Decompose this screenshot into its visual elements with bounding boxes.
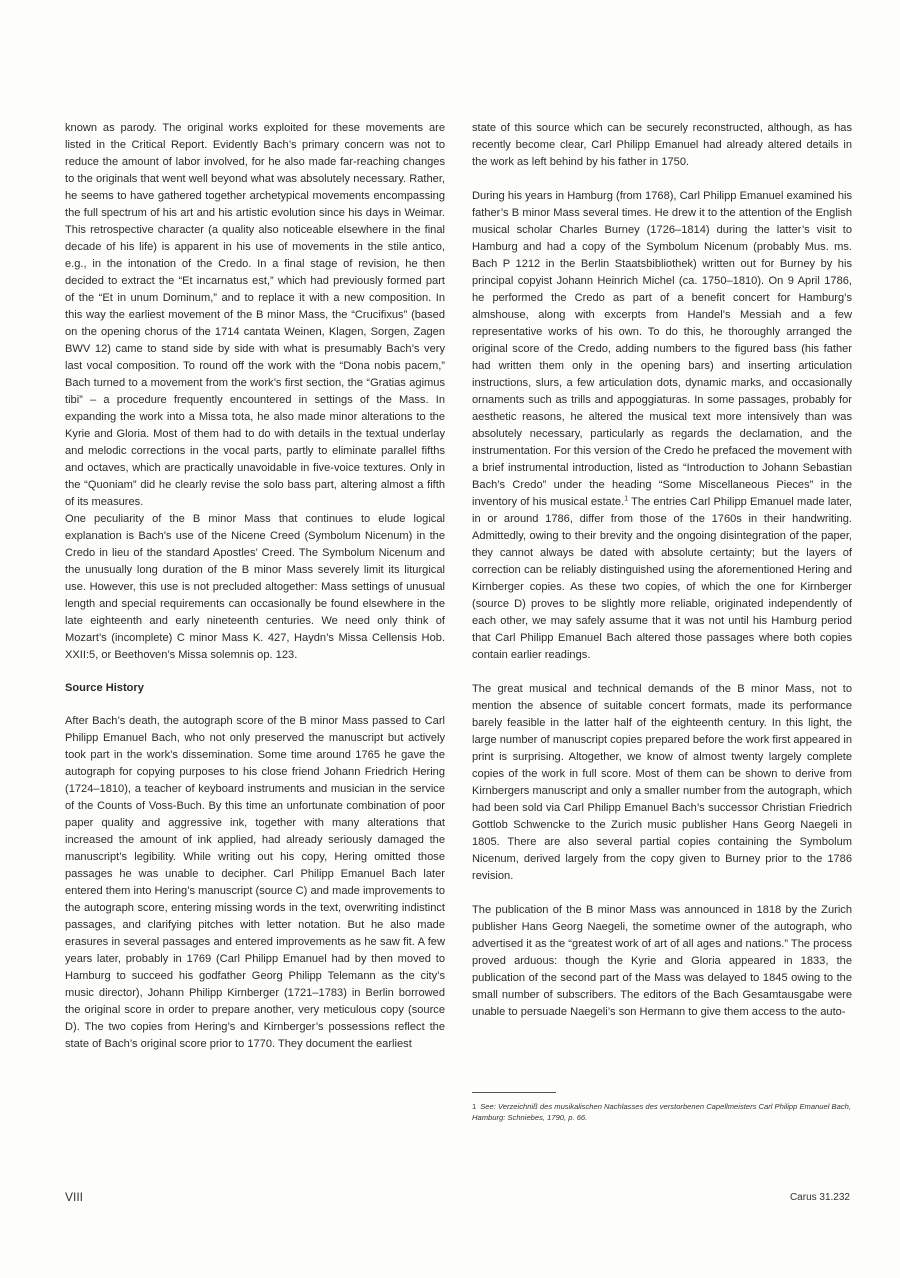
- catalog-number: Carus 31.232: [789, 1192, 850, 1203]
- paragraph-hamburg-years-part1: During his years in Hamburg (from 1768), Carl Philipp Emanuel examined his father’s B minor Mass several times. He drew it to the attention of the English musical scholar Charles Burney (1726–1814) during the latter’s visit to Hamburg and had a copy of the Symbolum Nicenum (probably Mus. ms. Bach P 1212 in the Berlin Staatsbibliothek) written out for Burney by his principal copyist Johann Heinrich Michel (ca. 1750–1810). On 9 April 1786, he performed the Credo as part of a benefit concert for Hamburg’s almshouse, along with excerpts from Handel’s Messiah and a few representative works of his own. To do this, he thoroughly arranged the original score of the Credo, adding numbers to the figured bass (his father had written them only in the opening bars) and inserting articulation instructions, slurs, a few articulation dots, dynamic marks, and occasionally ornaments such as trills and appoggiaturas. In some passages, probably for aesthetic reasons, he altered the musical text more intensively than was absolutely necessary, particularly as regards the declamation, and the instrumentation. For this version of the Credo he prefaced the movement with a brief instrumental introduction, listed as “Introduction to Johann Sebastian Bach’s Credo” under the heading “Some Miscellaneous Pieces” in the inventory of his musical estate.: [472, 190, 852, 508]
- paragraph-nicene-creed: One peculiarity of the B minor Mass that continues to elude logical explanation is Bach’s use of the Nicene Creed (Symbolum Nicenum) in the Credo in lieu of the standard Apostles’ Creed. The Symbolum Nicenum and the unusually long duration of the B minor Mass severely limit its liturgical use. However, this use is not precluded altogether: Mass settings of unusual length and special requirements can occasionally be found elsewhere in the late eighteenth and early nineteenth centuries. We need only think of Mozart’s (incomplete) C minor Mass K. 427, Haydn’s Missa Cellensis Hob. XXII:5, or Beethoven’s Missa solemnis op. 123.: [65, 513, 445, 661]
- footnote-reference[interactable]: 1: [624, 495, 629, 503]
- right-column: [472, 120, 852, 1021]
- section-heading-source-history: Source History: [65, 682, 144, 694]
- left-column: [65, 120, 445, 1053]
- paragraph-publication: The publication of the B minor Mass was announced in 1818 by the Zurich publisher Hans Georg Naegeli, the sometime owner of the autograph, who advertised it as the “greatest work of art of all ages and nations.” The process proved arduous: though the Kyrie and Gloria appeared in 1833, the publication of the second part of the Mass was delayed to 1845 owing to the small number of subscribers. The editors of the Bach Gesamtausgabe were unable to persuade Naegeli’s son Hermann to give them access to the auto-: [472, 904, 852, 1018]
- paragraph-hamburg-years: [472, 188, 852, 664]
- footnote-divider: [472, 1092, 556, 1093]
- footnote-number: 1: [472, 1102, 477, 1111]
- footnote-text: See: Verzeichniß des musikalischen Nachlasses des verstorbenen Capellmeisters Carl Philipp Emanuel Bach, Hamburg: Schniebes, 1790, p. 66.: [472, 1102, 851, 1122]
- footnote: [472, 1101, 852, 1123]
- page-number: VIII: [65, 1190, 84, 1204]
- paragraph-musical-demands: The great musical and technical demands of the B minor Mass, not to mention the absence of suitable concert formats, made its performance barely feasible in the latter half of the eighteenth century. In this light, the large number of manuscript copies prepared before the work first appeared in print is surprising. Altogether, we know of almost twenty largely complete copies of the work in full score. Most of them can be shown to derive from Kirnbergers manuscript and only a smaller number from the autograph, which had been sold via Carl Philipp Emanuel Bach’s successor Christian Friedrich Gottlob Schwencke to the Zurich music publisher Hans Georg Naegeli in 1805. There are also several partial copies containing the Symbolum Nicenum, derived largely from the copy given to Burney prior to the 1786 revision.: [472, 683, 852, 882]
- paragraph-hamburg-years-part2: The entries Carl Philipp Emanuel made later, in or around 1786, differ from those of the 1760s in their handwriting. Admittedly, owing to their brevity and the ongoing disintegration of the paper, they cannot always be dated with absolute certainty; but the layers of correction can be reliably distinguished using the aforementioned Hering and Kirnberger copies. As these two copies, of which the one for Kirnberger (source D) proves to be slightly more reliable, originated independently of each other, we may safely assume that it was not until his Hamburg period that Carl Philipp Emanuel Bach altered those passages where both copies contain earlier readings.: [472, 496, 852, 661]
- paragraph-earliest-state: state of this source which can be securely reconstructed, although, as has recently become clear, Carl Philipp Emanuel had already altered details in the work as left behind by his father in 1750.: [472, 122, 852, 168]
- paragraph-source-history: After Bach’s death, the autograph score of the B minor Mass passed to Carl Philipp Emanuel Bach, who not only preserved the manuscript but actively took part in the work’s dissemination. Some time around 1765 he gave the autograph for copying purposes to his close friend Johann Friedrich Hering (1724–1810), a teacher of keyboard instruments and musician in the service of the Counts of Voss-Buch. By this time an unfortunate combination of poor paper quality and aggressive ink, together with many alterations that increased the amount of ink applied, had already seriously damaged the manuscript’s legibility. While writing out his copy, Hering omitted those passages he was unable to decipher. Carl Philipp Emanuel Bach later entered them into Hering’s manuscript (source C) and made improvements to the autograph score, entering missing words in the text, overwriting indistinct passages, and clarifying pitches with letter notation. But he also made erasures in several passages and entered improvements as he saw fit. A few years later, probably in 1769 (Carl Philipp Emanuel had by then moved to Hamburg to succeed his godfather Georg Philipp Telemann as the city’s music director), Johann Philipp Kirnberger (1721–1783) in Berlin borrowed the original score in order to prepare another, very meticulous copy (source D). The two copies from Hering’s and Kirnberger’s possessions reflect the state of Bach’s original score prior to 1770. They document the earliest: [65, 715, 445, 1050]
- paragraph-parody: known as parody. The original works exploited for these movements are listed in the Critical Report. Evidently Bach’s primary concern was not to reduce the amount of labor involved, for he also made far-reaching changes to the originals that went well beyond what was absolutely necessary. Rather, he seems to have gathered together archetypical movements encompassing the full spectrum of his art and his artistic evolution since his days in Weimar. This retrospective character (a quality also noticeable elsewhere in the final decade of his life) is apparent in his use of movements in the stile antico, e.g., in the intonation of the Credo. In a final stage of revision, he then decided to extract the “Et incarnatus est,” which had previously formed part of the “Et in unum Dominum,” and to replace it with a new composition. In this way the earliest movement of the B minor Mass, the “Crucifixus” (based on the opening chorus of the 1714 cantata Weinen, Klagen, Sorgen, Zagen BWV 12) came to stand side by side with what is presumably Bach’s very last vocal composition. To round off the work with the “Dona nobis pacem,” Bach turned to a movement from the work’s first section, the “Gratias agimus tibi” – a procedure frequently encountered in settings of the Mass. In expanding the work into a Missa tota, he also made minor alterations to the Kyrie and Gloria. Most of them had to do with details in the textual underlay and melodic corrections in the vocal parts, partly to eliminate parallel fifths and octaves, which are practically unavoidable in five-voice textures. Only in the “Quoniam” did he clearly revise the solo bass part, altering almost a fifth of its measures.: [65, 122, 445, 508]
